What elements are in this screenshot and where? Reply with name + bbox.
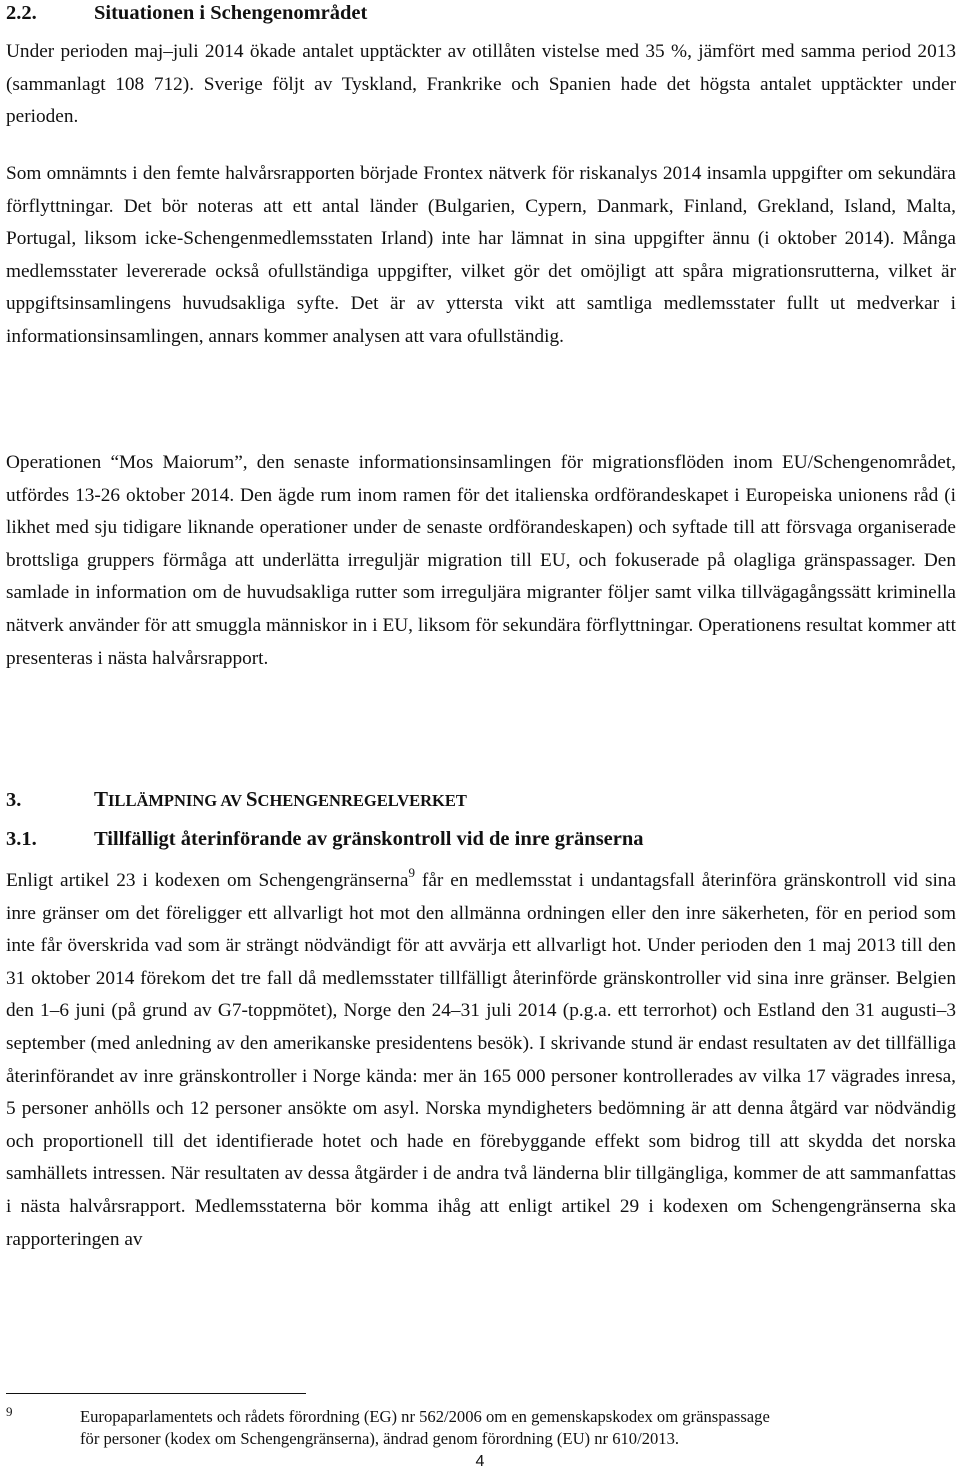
paragraph-border-control (6, 865, 956, 1256)
footnote-marker: 9 (6, 1404, 13, 1419)
section-number: 3.1. (6, 828, 37, 850)
sentence: Det är av yttersta vikt att samtliga medlemsstater fullt ut medverkar i informationsinsamlingen, annars kommer analysen att vara ofullständig. (6, 293, 956, 347)
sentence: Den samlade in information om de huvudsakliga rutter som irreguljära migranter följer samt vilka tillvägagångssätt kriminella nätverk använder för att smuggla människor in i EU, liksom för sekundära förflyttningar. (6, 549, 956, 636)
footnote-separator (6, 1393, 306, 1394)
section-number: 2.2. (6, 2, 37, 24)
section-heading-3-1 (6, 826, 956, 853)
sentence: Medlemsstaterna bör komma ihåg att enligt artikel 29 i kodexen om Schengengränserna ska rapporteringen av (6, 1195, 956, 1250)
sentence: Som omnämnts i den femte halvårsrapporten började Frontex nätverk för riskanalys 2014 insamla uppgifter om sekundära förflyttningar. (6, 163, 956, 217)
sentence: Många medlemsstater levererade också ofullständiga uppgifter, vilket gör det omöjligt att spåra migrationsrutterna, vilket är uppgiftsinsamlingens huvudsakliga syfte. (6, 228, 956, 315)
section-number: 3. (6, 789, 22, 811)
section-heading-2-2 (6, 0, 956, 27)
section-title: Tillfälligt återinförande av gränskontroll vid de inre gränserna (94, 828, 644, 850)
section-heading-3 (6, 786, 956, 814)
footnote-text (80, 1406, 958, 1450)
sentence: Sverige följt av Tyskland, Frankrike och Spanien hade det högsta antalet upptäckter under perioden. (6, 73, 957, 128)
sentence: När resultaten av dessa åtgärder i de andra två länderna blir tillgängliga, kommer de att sammanfattas i nästa halvårsrapport. (6, 1163, 956, 1217)
section-title-initial: T (94, 787, 109, 811)
sentence: Under perioden maj–juli 2014 ökade antalet upptäckter av otillåten vistelse med 35 %, jämfört med samma period 2013 (sammanlagt 108 712). (6, 41, 956, 95)
page-number: 4 (475, 1453, 485, 1470)
sentence: I skrivande stund är endast resultaten av det tillfälliga återinförandet av inre gränskontroller i Norge kända: mer än 165 000 personer kontrollerades av vilka 17 vägrades inresa, 5 personer anhölls och 12 personer ansökte om asyl. (6, 1032, 956, 1120)
footnote-line: Europaparlamentets och rådets förordning (EG) nr 562/2006 om en gemenskapskodex om gränspassage (80, 1407, 770, 1426)
sentence: får en medlemsstat i undantagsfall återinföra gränskontroll vid sina inre gränser om det föreligger ett allvarligt hot mot den allmänna ordningen eller den inre säkerheten, för en period som inte får överskrida vad som är strängt nödvändigt för att avvärja ett allvarligt hot. (6, 870, 957, 957)
paragraph-schengen-situation (6, 36, 956, 134)
sentence: Belgien den 1–6 juni (på grund av G7-toppmötet), Norge den 24–31 juli 2014 (p.g.a. ett terrorhot) och Estland den 31 augusti–3 september (med anledning av den amerikanske presidentens besök). (6, 967, 957, 1054)
sentence: Enligt artikel 23 i kodexen om Schengengränserna (6, 870, 409, 891)
footnote-reference[interactable]: 9 (408, 865, 415, 880)
paragraph-mos-maiorum (6, 447, 956, 675)
sentence: Norska myndigheters bedömning är att denna åtgärd var nödvändig och proportionell till det identifierade hotet och hade en förebyggande effekt som bidrog till att skydda det norska samhällets intressen. (6, 1098, 956, 1185)
sentence: Under perioden den 1 maj 2013 till den 31 oktober 2014 förekom det tre fall då medlemsstater tillfälligt återinförde gränskontroller vid sina inre gränser. (6, 935, 956, 989)
sentence: Den ägde rum inom ramen för det italienska ordförandeskapet i Europeiska unionens råd (i likhet med sju tidigare liknande operationer under de senaste ordförandeskapen) och syftade till att försvaga organiserade brottsliga gruppers förmåga att underlätta irreguljär migration till EU, och fokuserade på olagliga gränspassager. (6, 484, 956, 571)
sentence: Operationen “Mos Maiorum”, den senaste informationsinsamlingen för migrationsflöden inom EU/Schengenområdet, utfördes 13-26 oktober 2014. (6, 452, 956, 506)
sentence: Det bör noteras att ett antal länder (Bulgarien, Cypern, Danmark, Finland, Grekland, Island, Malta, Portugal, liksom icke-Schengenmedlemsstaten Irland) inte har lämnat in sina uppgifter ännu (i oktober 2014). (6, 195, 956, 250)
section-title-initial: S (245, 787, 258, 811)
paragraph-secondary-movements (6, 158, 956, 354)
sentence: Operationens resultat kommer att presenteras i nästa halvårsrapport. (6, 614, 957, 669)
section-title: Situationen i Schengenområdet (94, 2, 368, 24)
footnote-line: för personer (kodex om Schengengränserna), ändrad genom förordning (EU) nr 610/2013. (80, 1429, 680, 1448)
section-title-part: CHENGENREGELVERKET (257, 791, 467, 810)
section-title-part: ILLÄMPNING AV (108, 791, 246, 810)
